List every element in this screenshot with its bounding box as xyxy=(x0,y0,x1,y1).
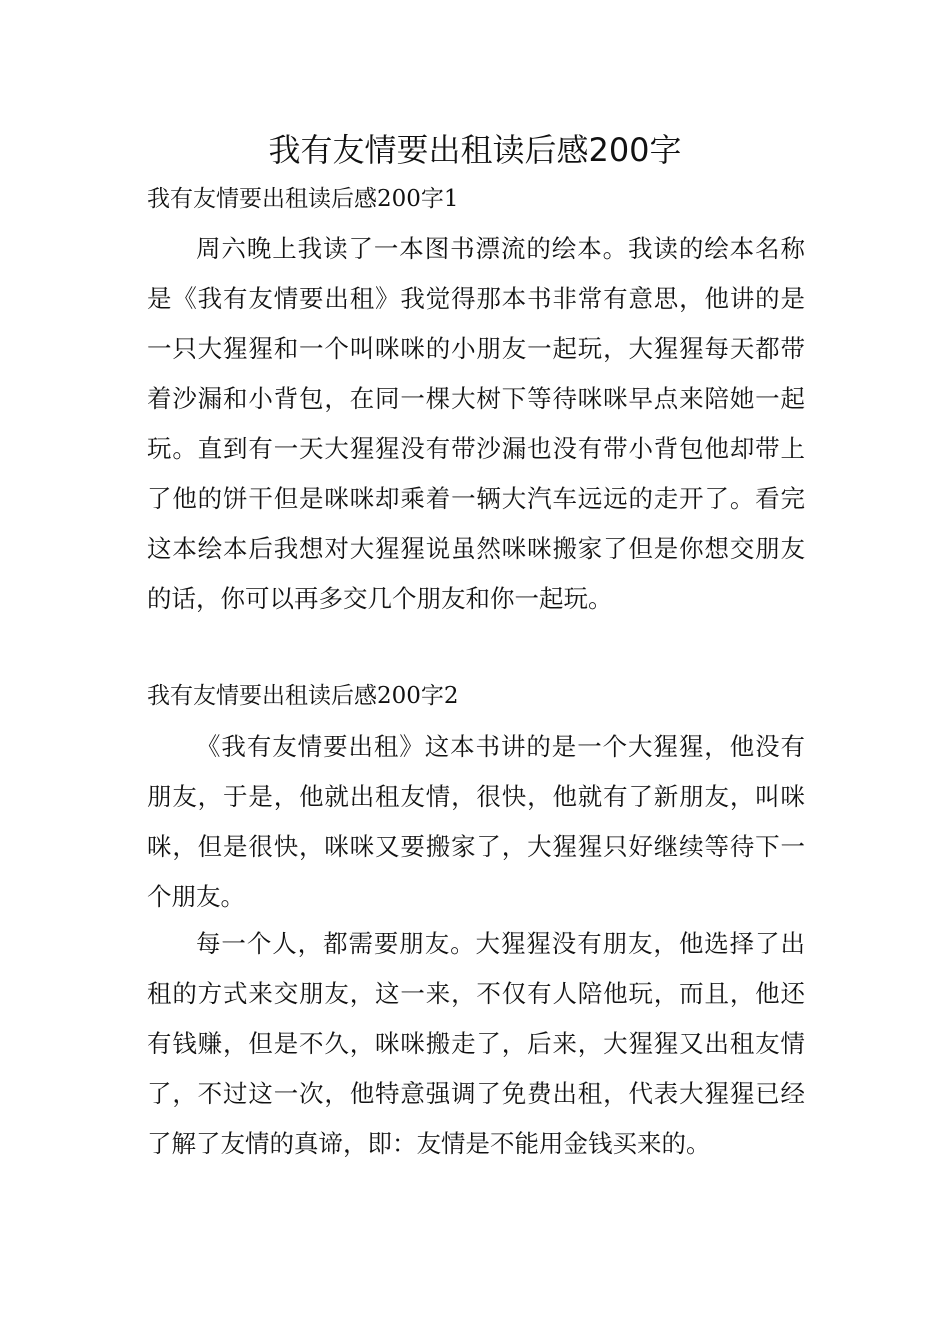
section-2-paragraph-2: 每一个人，都需要朋友。大猩猩没有朋友，他选择了出租的方式来交朋友，这一来，不仅有人陪他玩，而且，他还有钱赚，但是不久，咪咪搬走了，后来，大猩猩又出租友情了，不过这一次，他特意强调了免费出租，代表大猩猩已经了解了友情的真谛，即：友情是不能用金钱买来的。 xyxy=(147,929,805,1158)
section-2-heading: 我有友情要出租读后感200字2 xyxy=(147,683,459,709)
document-title: 我有友情要出租读后感200字 xyxy=(268,131,682,169)
section-1-heading: 我有友情要出租读后感200字1 xyxy=(147,186,459,212)
section-2-paragraph-1: 《我有友情要出租》这本书讲的是一个大猩猩，他没有朋友，于是，他就出租友情，很快，他就有了新朋友，叫咪咪，但是很快，咪咪又要搬家了，大猩猩只好继续等待下一个朋友。 xyxy=(147,732,805,911)
section-1-paragraph-1: 周六晚上我读了一本图书漂流的绘本。我读的绘本名称是《我有友情要出租》我觉得那本书非常有意思，他讲的是一只大猩猩和一个叫咪咪的小朋友一起玩，大猩猩每天都带着沙漏和小背包，在同一棵大树下等待咪咪早点来陪她一起玩。直到有一天大猩猩没有带沙漏也没有带小背包他却带上了他的饼干但是咪咪却乘着一辆大汽车远远的走开了。看完这本绘本后我想对大猩猩说虽然咪咪搬家了但是你想交朋友的话，你可以再多交几个朋友和你一起玩。 xyxy=(147,234,805,613)
